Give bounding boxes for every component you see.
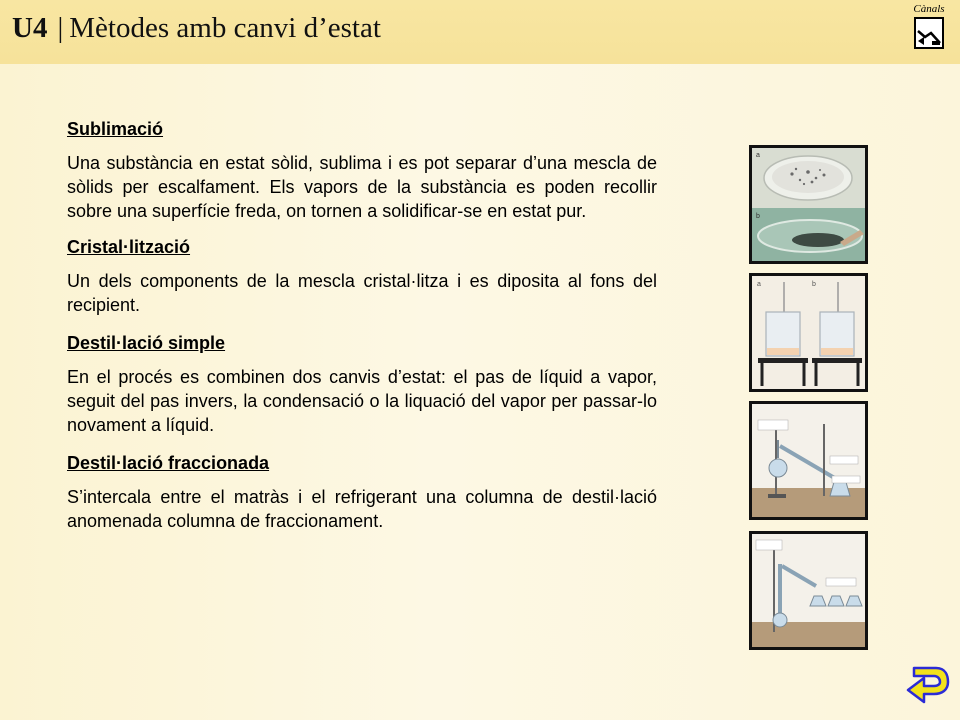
page-title <box>12 12 381 45</box>
chart-logo-icon <box>914 17 944 49</box>
crystallization-photo <box>749 273 868 392</box>
fractional-distillation-diagram <box>749 531 868 650</box>
simple-distillation-diagram <box>749 401 868 520</box>
heading-destillacio-simple: Destil·lació simple <box>67 333 226 353</box>
content-column <box>67 117 657 533</box>
photo-label-a: a <box>756 152 760 159</box>
text-sublimacio: Una substància en estat sòlid, sublima i es pot separar d’una mescla de sòlids per escalfament. Els vapors de la substància es poden recollir sobre una superfície freda, on tornen a solidificar-se en estat pur. <box>67 153 657 221</box>
heading-destillacio-fraccionada: Destil·lació fraccionada <box>67 453 270 473</box>
heading-sublimacio: Sublimació <box>67 119 164 139</box>
return-arrow-icon <box>904 662 950 706</box>
text-destillacio-fraccionada: S’intercala entre el matràs i el refrigerant una columna de destil·lació anomenada columna de fraccionament. <box>67 487 657 531</box>
text-cristallitzacio: Un dels components de la mescla cristal·litza i es diposita al fons del recipient. <box>67 271 657 315</box>
text-destillacio-simple: En el procés es combinen dos canvis d’estat: el pas de líquid a vapor, seguit del pas invers, la condensació o la liquació del vapor per passar-lo novament a líquid. <box>67 367 657 435</box>
title-text: Mètodes amb canvi d’estat <box>69 12 381 44</box>
logo-text: Cànals <box>913 3 945 15</box>
sublimation-photo <box>749 145 868 264</box>
return-button[interactable] <box>904 662 950 706</box>
photo2-label-a: a <box>757 281 761 288</box>
unit-label: U4 <box>12 12 48 44</box>
header-bar <box>0 0 960 64</box>
logo <box>908 3 950 53</box>
title-separator: | <box>57 12 64 44</box>
photo2-label-b: b <box>812 281 816 288</box>
photo-label-b: b <box>756 213 760 220</box>
heading-cristallitzacio: Cristal·lització <box>67 237 191 257</box>
